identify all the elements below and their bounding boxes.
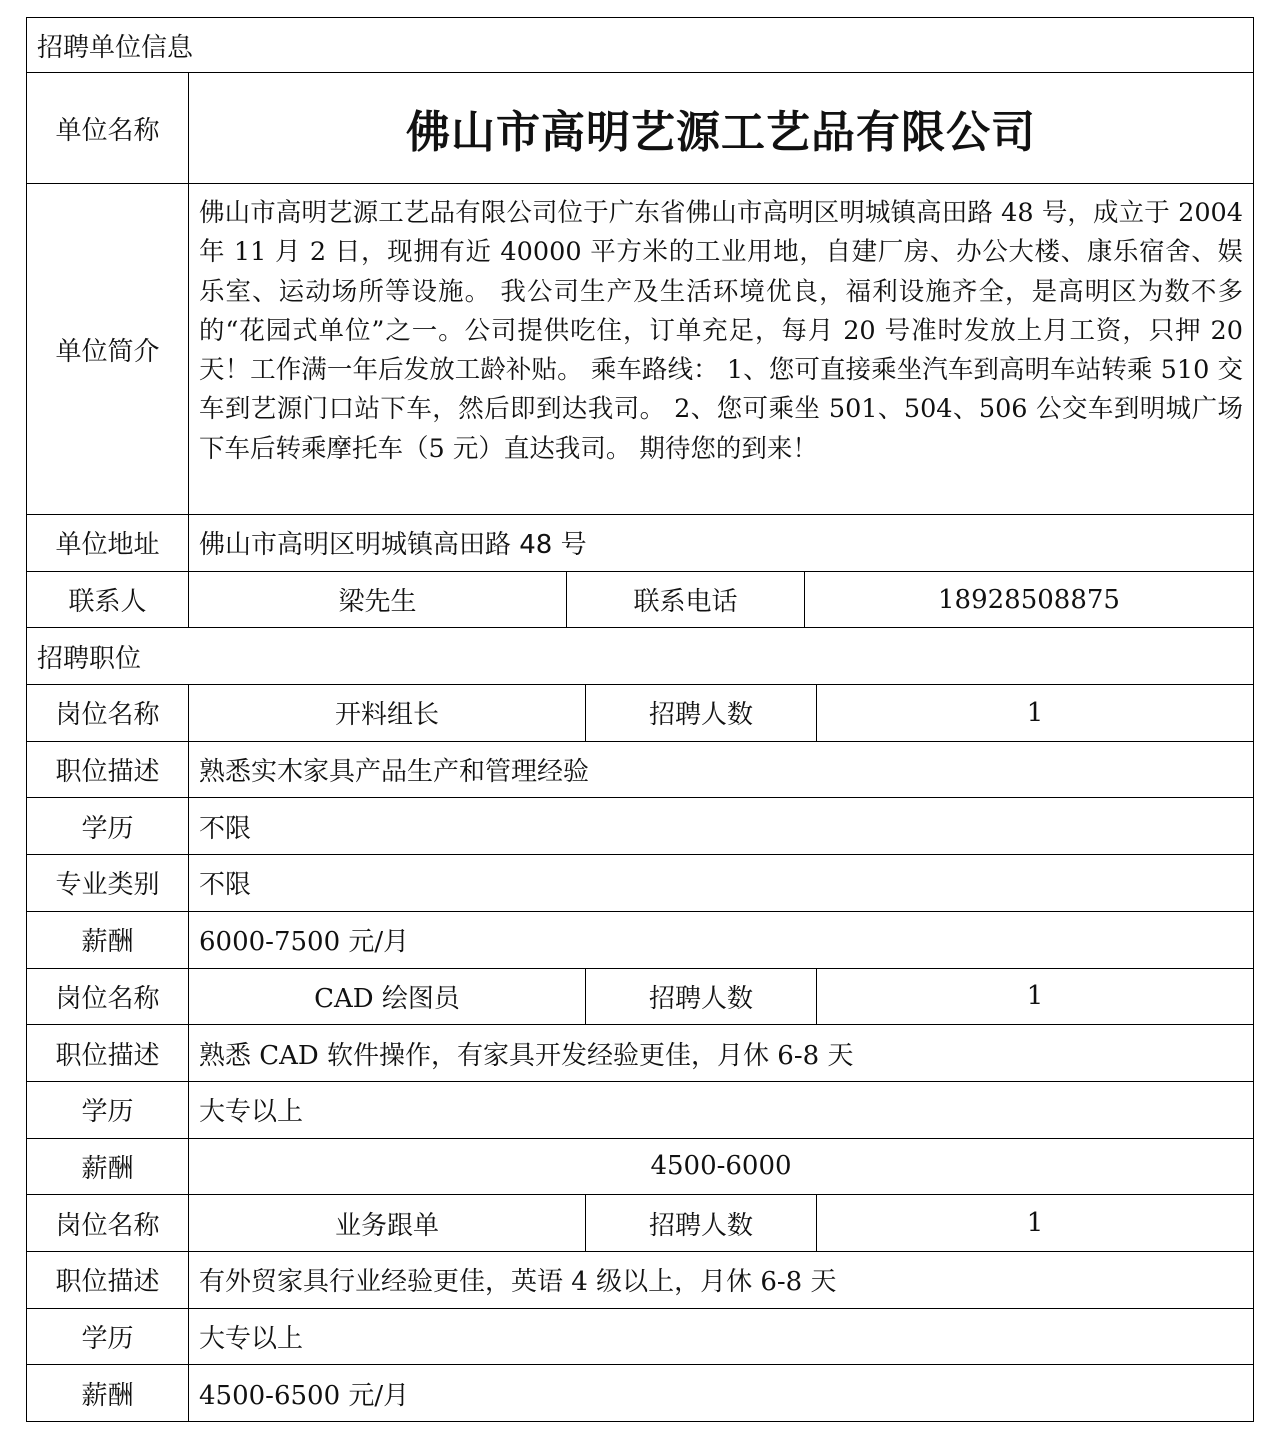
company-intro-text: 佛山市高明艺源工艺品有限公司位于广东省佛山市高明区明城镇高田路 48 号，成立于 2004 年 11 月 2 日，现拥有近 40000 平方米的工业用地，自建厂房、办公大楼、康乐宿舍、娱乐室、运动场所等设施。 我公司生产及生活环境优良，福利设施齐全，是高明区为数不多的“花园式单位”之一。公司提供吃住，订单充足，每月 20 号准时发放上月工资，只押 20 天！工作满一年后发放工龄补贴。 乘车路线： 1、您可直接乘坐汽车到高明车站转乘 510 交车到艺源门口站下车，然后即到达我司。 2、您可乘坐 501、504、506 公交车到明城广场下车后转乘摩托车（5 元）直达我司。 期待您的到来！	[199, 198, 1243, 464]
position-major-row	[26, 855, 1254, 912]
position-count-label: 招聘人数	[586, 685, 817, 741]
position-count-label: 招聘人数	[586, 1195, 817, 1251]
position-title-row	[26, 1195, 1254, 1252]
contact-name: 梁先生	[189, 572, 567, 628]
phone-label: 联系电话	[567, 572, 805, 628]
position-desc: 熟悉实木家具产品生产和管理经验	[199, 757, 590, 788]
position-salary-row	[26, 1139, 1254, 1196]
position-desc-label: 职位描述	[27, 1025, 189, 1081]
position-major: 不限	[199, 870, 252, 901]
position-title: 开料组长	[189, 685, 586, 741]
company-intro-row	[26, 184, 1254, 515]
position-title: 业务跟单	[189, 1195, 586, 1251]
company-intro-label: 单位简介	[27, 184, 189, 514]
company-section-row	[26, 17, 1254, 73]
position-count-label: 招聘人数	[586, 969, 817, 1025]
position-edu-row	[26, 798, 1254, 855]
position-desc: 有外贸家具行业经验更佳，英语 4 级以上，月休 6-8 天	[199, 1267, 837, 1298]
position-title: CAD 绘图员	[189, 969, 586, 1025]
positions-section-row	[26, 628, 1254, 685]
position-title-label: 岗位名称	[27, 685, 189, 741]
position-desc-label: 职位描述	[27, 742, 189, 798]
position-title-label: 岗位名称	[27, 1195, 189, 1251]
position-title-row	[26, 685, 1254, 742]
company-section-heading: 招聘单位信息	[37, 32, 194, 63]
position-desc: 熟悉 CAD 软件操作，有家具开发经验更佳，月休 6-8 天	[199, 1040, 854, 1071]
position-salary-label: 薪酬	[27, 1365, 189, 1421]
position-count: 1	[1026, 981, 1044, 1012]
positions-section-heading: 招聘职位	[37, 643, 142, 674]
phone-number: 18928508875	[938, 584, 1120, 615]
position-salary: 4500-6000	[650, 1151, 792, 1182]
position-title-row	[26, 969, 1254, 1026]
contact-row	[26, 572, 1254, 629]
position-salary-row	[26, 912, 1254, 969]
position-salary: 4500-6500 元/月	[199, 1380, 410, 1411]
position-desc-row	[26, 1252, 1254, 1309]
position-salary-row	[26, 1365, 1254, 1422]
position-desc-label: 职位描述	[27, 1252, 189, 1308]
position-edu-label: 学历	[27, 798, 189, 854]
company-address-row	[26, 515, 1254, 572]
position-edu-row	[26, 1309, 1254, 1366]
position-edu-label: 学历	[27, 1082, 189, 1138]
position-edu-label: 学历	[27, 1309, 189, 1365]
position-edu: 不限	[199, 813, 252, 844]
contact-label: 联系人	[27, 572, 189, 628]
position-title-label: 岗位名称	[27, 969, 189, 1025]
position-count: 1	[1026, 1208, 1044, 1239]
company-address: 佛山市高明区明城镇高田路 48 号	[199, 530, 587, 561]
company-name: 佛山市高明艺源工艺品有限公司	[406, 107, 1036, 158]
position-desc-row	[26, 742, 1254, 799]
position-salary: 6000-7500 元/月	[199, 927, 410, 958]
position-salary-label: 薪酬	[27, 1139, 189, 1195]
position-count: 1	[1026, 697, 1044, 728]
position-edu-row	[26, 1082, 1254, 1139]
recruitment-table	[26, 17, 1254, 1422]
position-major-label: 专业类别	[27, 855, 189, 911]
position-edu: 大专以上	[199, 1097, 304, 1128]
position-salary-label: 薪酬	[27, 912, 189, 968]
position-desc-row	[26, 1025, 1254, 1082]
company-name-label: 单位名称	[27, 73, 189, 183]
company-address-label: 单位地址	[27, 515, 189, 571]
position-edu: 大专以上	[199, 1323, 304, 1354]
company-name-row	[26, 73, 1254, 184]
